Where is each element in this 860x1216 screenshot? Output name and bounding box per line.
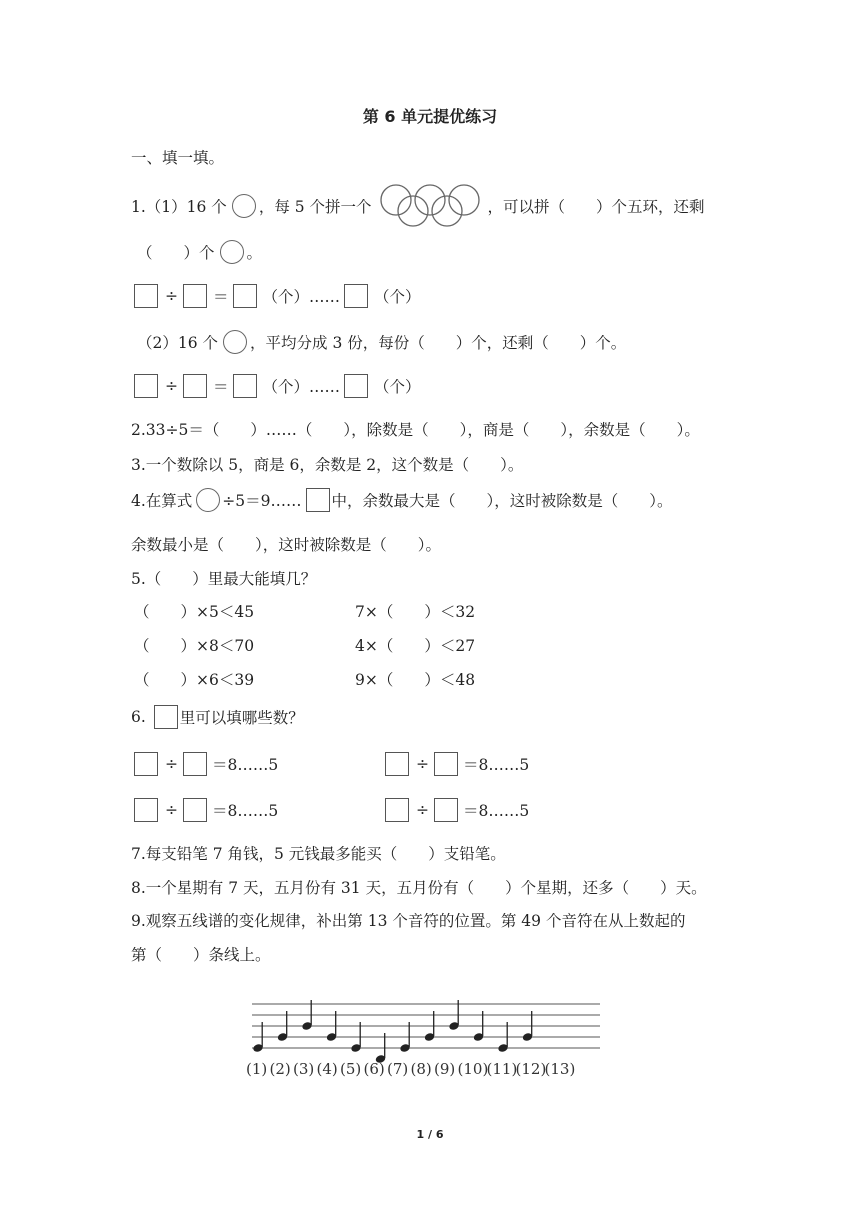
section-heading: 一、填一填。 xyxy=(131,149,225,167)
circle-icon xyxy=(196,488,220,512)
blank-box[interactable] xyxy=(134,752,158,776)
equals-remainder: ＝8……5 xyxy=(463,802,530,820)
question-2: 2.33÷5＝（ ）……（ ），除数是（ ），商是（ ），余数是（ ）。 xyxy=(131,421,700,439)
blank-box[interactable] xyxy=(344,374,368,398)
question-9-line-1: 9.观察五线谱的变化规律，补出第 13 个音符的位置。第 49 个音符在从上数起的 xyxy=(131,912,686,930)
q6-number: 6. xyxy=(131,708,146,726)
q4-text-b: ÷5＝9…… xyxy=(222,492,302,510)
q1-text-e: 。 xyxy=(246,244,263,262)
staff-label: (11) xyxy=(486,1060,518,1078)
divide-sign: ÷ xyxy=(165,755,178,773)
blank-box[interactable] xyxy=(385,752,409,776)
q4-text-a: 4.在算式 xyxy=(131,492,193,510)
music-staff-figure xyxy=(244,974,604,1086)
unit-label: （个） xyxy=(374,378,421,396)
circle-icon xyxy=(223,330,247,354)
q5-left-1: （ ）×5＜45 xyxy=(134,603,255,621)
divide-sign: ÷ xyxy=(416,801,429,819)
page-number: 1 / 6 xyxy=(416,1128,444,1141)
blank-box[interactable] xyxy=(134,374,158,398)
staff-label: (1) xyxy=(246,1060,268,1078)
blank-box[interactable] xyxy=(183,798,207,822)
question-4-cont: 余数最小是（ ），这时被除数是（ ）。 xyxy=(131,536,442,554)
question-3: 3.一个数除以 5，商是 6，余数是 2，这个数是（ ）。 xyxy=(131,456,524,474)
staff-label: (6) xyxy=(363,1060,385,1078)
blank-box[interactable] xyxy=(233,284,257,308)
staff-label: (3) xyxy=(293,1060,315,1078)
circle-icon xyxy=(220,240,244,264)
staff-label: (8) xyxy=(410,1060,432,1078)
q1-text-d: （ ）个 xyxy=(137,244,215,262)
staff-label: (12) xyxy=(515,1060,547,1078)
blank-box[interactable] xyxy=(183,752,207,776)
q1-text-a: 1.（1）16 个 xyxy=(131,198,227,216)
blank-box[interactable] xyxy=(134,284,158,308)
equals-sign: ＝ xyxy=(213,378,229,396)
staff-labels xyxy=(246,1060,575,1078)
blank-box[interactable] xyxy=(183,284,207,308)
question-9-line-2: 第（ ）条线上。 xyxy=(131,946,271,964)
blank-box[interactable] xyxy=(344,284,368,308)
unit-label: （个）…… xyxy=(262,288,341,306)
blank-box[interactable] xyxy=(134,798,158,822)
question-5-heading: 5.（ ）里最大能填几？ xyxy=(131,570,317,588)
q1-part2-text-b: ，平均分成 3 份，每份（ ）个，还剩（ ）个。 xyxy=(250,334,627,352)
blank-box[interactable] xyxy=(434,798,458,822)
staff-label: (4) xyxy=(316,1060,338,1078)
q4-text-c: 中，余数最大是（ ），这时被除数是（ ）。 xyxy=(331,492,673,510)
division-equation-row xyxy=(134,374,425,398)
q5-left-2: （ ）×8＜70 xyxy=(134,637,255,655)
equals-remainder: ＝8……5 xyxy=(212,802,279,820)
equals-remainder: ＝8……5 xyxy=(212,756,279,774)
divide-sign: ÷ xyxy=(416,755,429,773)
divide-sign: ÷ xyxy=(165,287,178,305)
q5-right-3: 9×（ ）＜48 xyxy=(355,671,476,689)
blank-box[interactable] xyxy=(434,752,458,776)
blank-box[interactable] xyxy=(233,374,257,398)
division-equation-row xyxy=(134,284,425,308)
q6-equation xyxy=(385,798,531,822)
q6-equation xyxy=(134,798,280,822)
divide-sign: ÷ xyxy=(165,801,178,819)
q6-text: 里可以填哪些数？ xyxy=(179,709,304,727)
blank-box xyxy=(154,705,178,729)
blank-box[interactable] xyxy=(183,374,207,398)
q6-equation xyxy=(385,752,531,776)
blank-box[interactable] xyxy=(306,488,330,512)
staff-label: (5) xyxy=(340,1060,362,1078)
unit-label: （个）…… xyxy=(262,378,341,396)
equals-remainder: ＝8……5 xyxy=(463,756,530,774)
q1-text-c: ，可以拼（ ）个五环，还剩 xyxy=(487,198,705,216)
staff-label: (7) xyxy=(387,1060,409,1078)
q1-text-b: ，每 5 个拼一个 xyxy=(258,198,372,216)
staff-notes xyxy=(252,1000,533,1064)
circle-icon xyxy=(232,194,256,218)
staff-label: (10) xyxy=(457,1060,489,1078)
page-title: 第 6 单元提优练习 xyxy=(362,107,498,126)
q1-part2-text-a: （2）16 个 xyxy=(137,334,219,352)
question-1-part-1 xyxy=(131,184,707,228)
question-4 xyxy=(131,488,675,512)
q6-equation xyxy=(134,752,280,776)
question-1-part-2 xyxy=(137,330,628,354)
olympic-rings-icon xyxy=(378,184,484,228)
divide-sign: ÷ xyxy=(165,377,178,395)
equals-sign: ＝ xyxy=(213,288,229,306)
staff-label: (9) xyxy=(434,1060,456,1078)
q5-right-2: 4×（ ）＜27 xyxy=(355,637,476,655)
unit-label: （个） xyxy=(374,288,421,306)
question-6-heading xyxy=(131,705,306,729)
q5-left-3: （ ）×6＜39 xyxy=(134,671,255,689)
q5-right-1: 7×（ ）＜32 xyxy=(355,603,476,621)
question-1-part-1-cont xyxy=(137,240,264,264)
staff-label: (2) xyxy=(269,1060,291,1078)
question-7: 7.每支铅笔 7 角钱，5 元钱最多能买（ ）支铅笔。 xyxy=(131,845,506,863)
question-8: 8.一个星期有 7 天，五月份有 31 天，五月份有（ ）个星期，还多（ ）天。 xyxy=(131,879,707,897)
staff-label: (13) xyxy=(544,1060,576,1078)
blank-box[interactable] xyxy=(385,798,409,822)
